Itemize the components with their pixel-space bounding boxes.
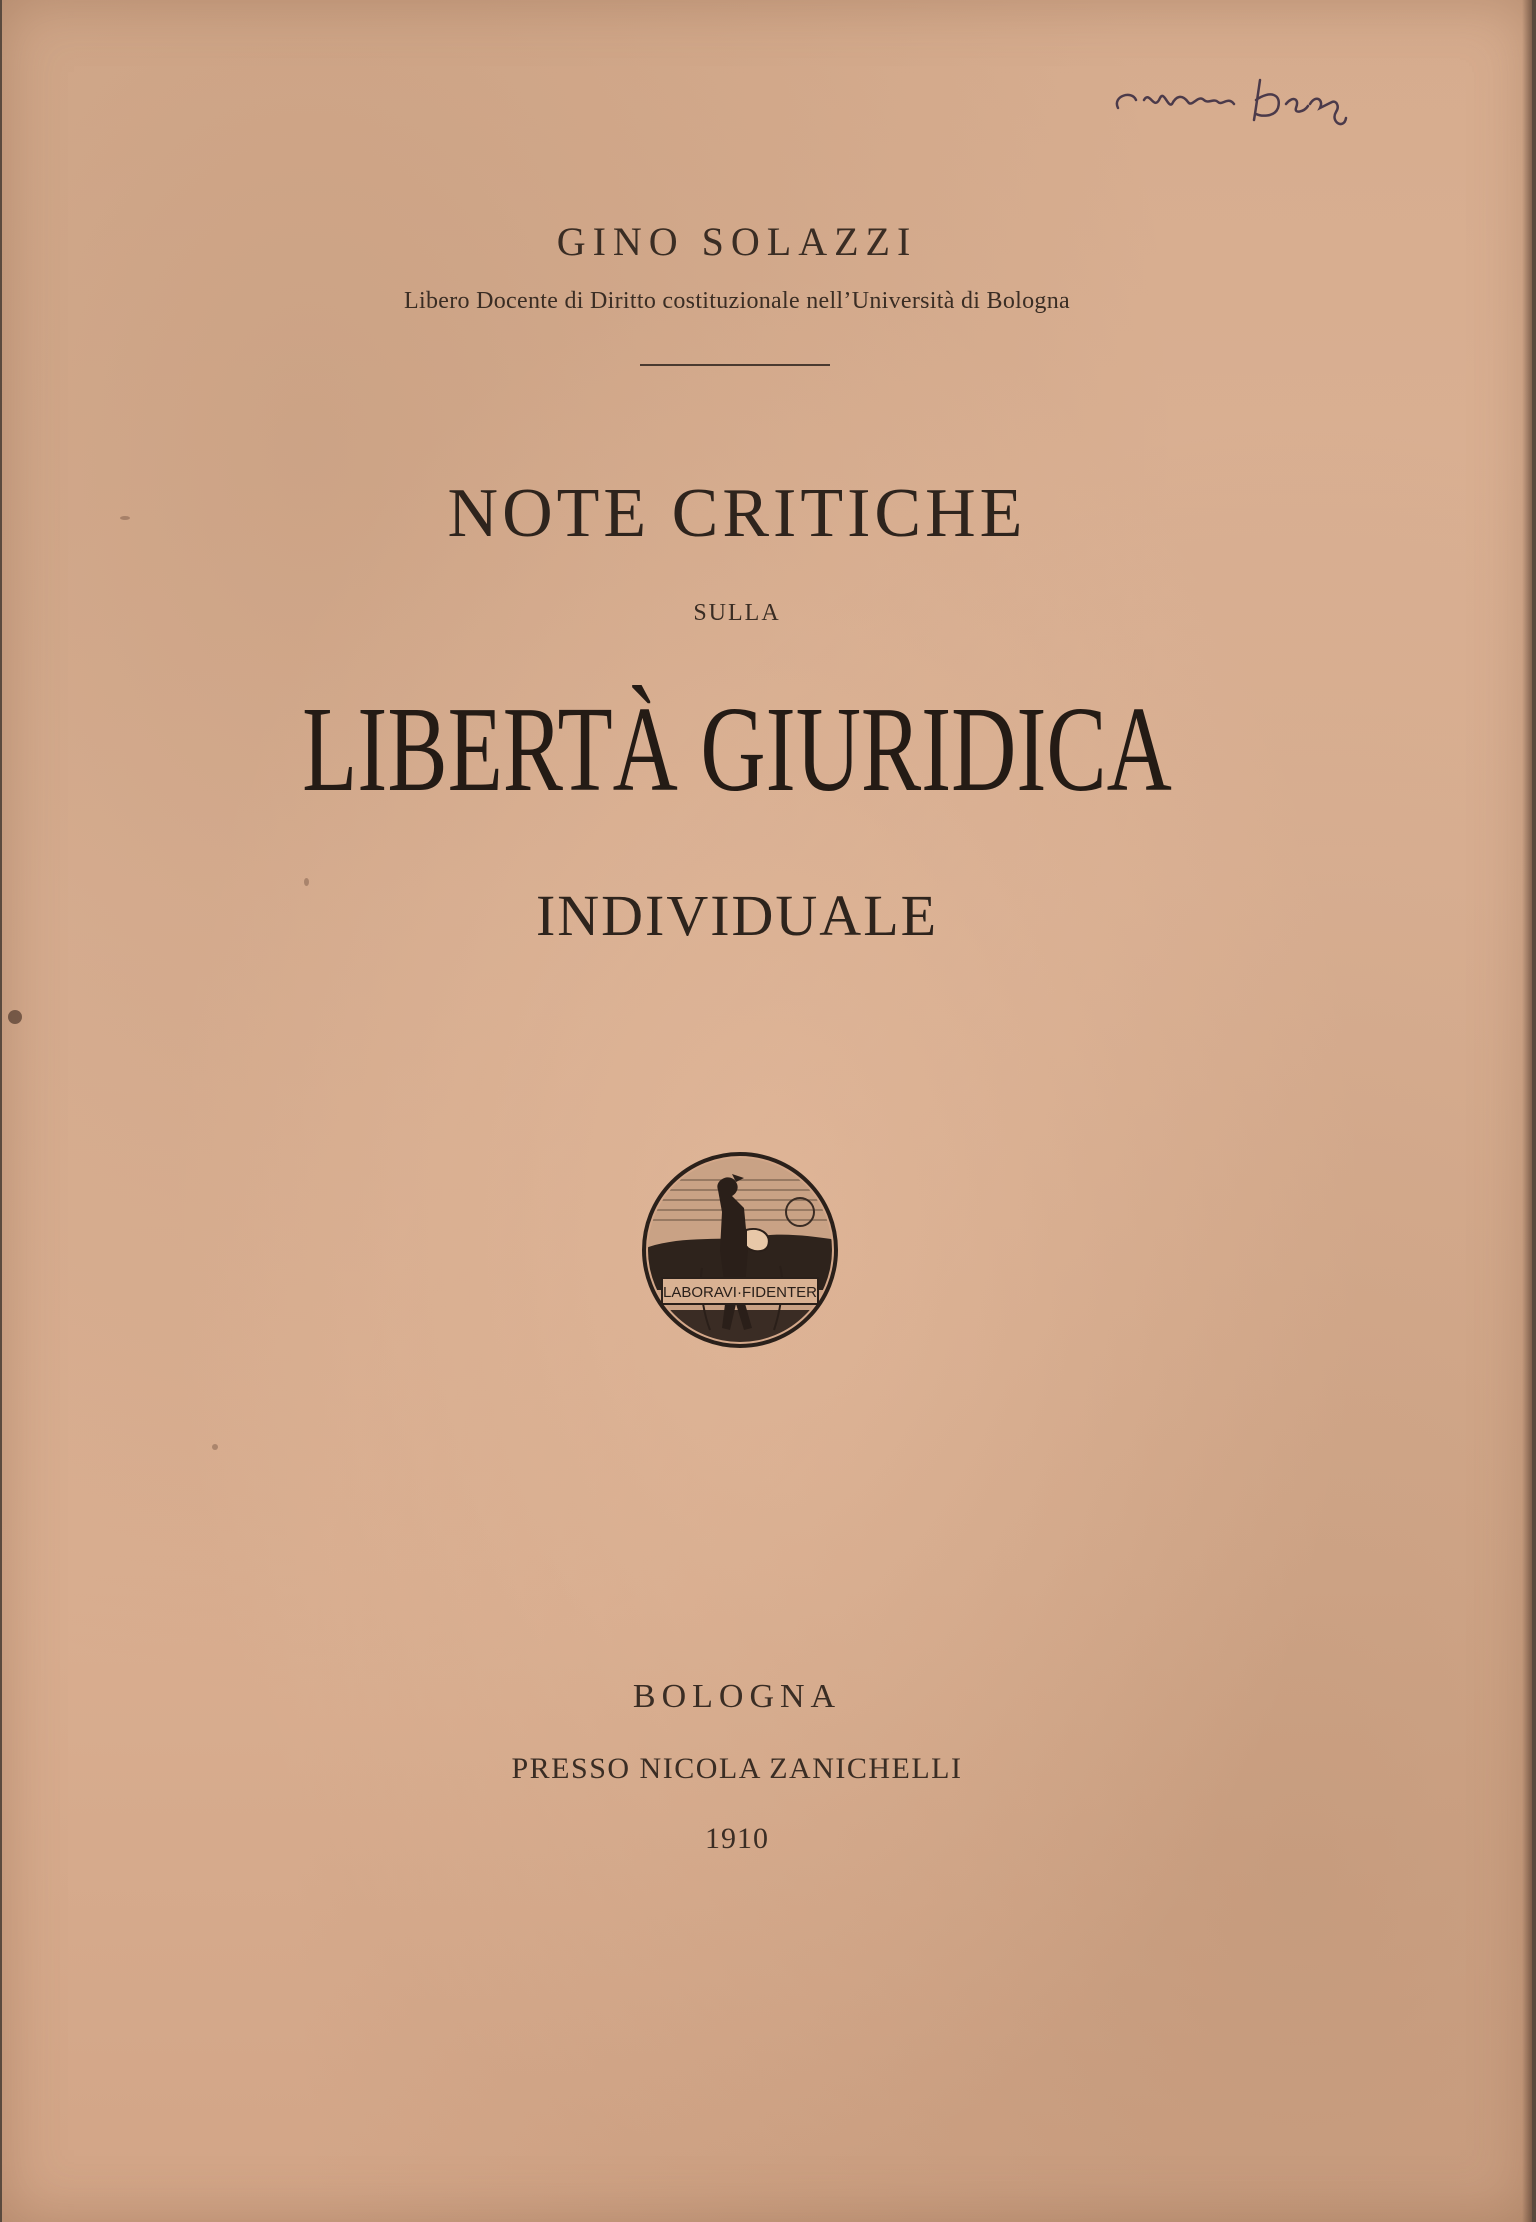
publication-city: BOLOGNA bbox=[632, 1678, 842, 1715]
author-name: GINO SOLAZZI bbox=[556, 219, 918, 264]
title-connector: SULLA bbox=[693, 600, 781, 626]
author-affiliation: Libero Docente di Diritto costituzionale nell’Università di Bologna bbox=[404, 288, 1070, 314]
paper-spot bbox=[8, 1010, 22, 1024]
publisher-emblem bbox=[640, 1150, 840, 1350]
paper-spot bbox=[120, 516, 130, 520]
title-line-2: LIBERTÀ GIURIDICA bbox=[302, 682, 1172, 817]
divider-rule bbox=[640, 364, 830, 366]
paper-spot bbox=[212, 1444, 218, 1450]
book-cover bbox=[2, 0, 1532, 2222]
paper-spot bbox=[304, 878, 309, 886]
emblem-motto: LABORAVI·FIDENTER bbox=[663, 1284, 817, 1301]
cover-edge bbox=[1522, 0, 1532, 2222]
publication-year: 1910 bbox=[705, 1822, 769, 1855]
title-line-3: INDIVIDUALE bbox=[535, 883, 939, 948]
title-line-1: NOTE CRITICHE bbox=[447, 475, 1027, 552]
publisher-name: PRESSO NICOLA ZANICHELLI bbox=[511, 1752, 963, 1785]
handwritten-signature bbox=[1110, 60, 1410, 140]
